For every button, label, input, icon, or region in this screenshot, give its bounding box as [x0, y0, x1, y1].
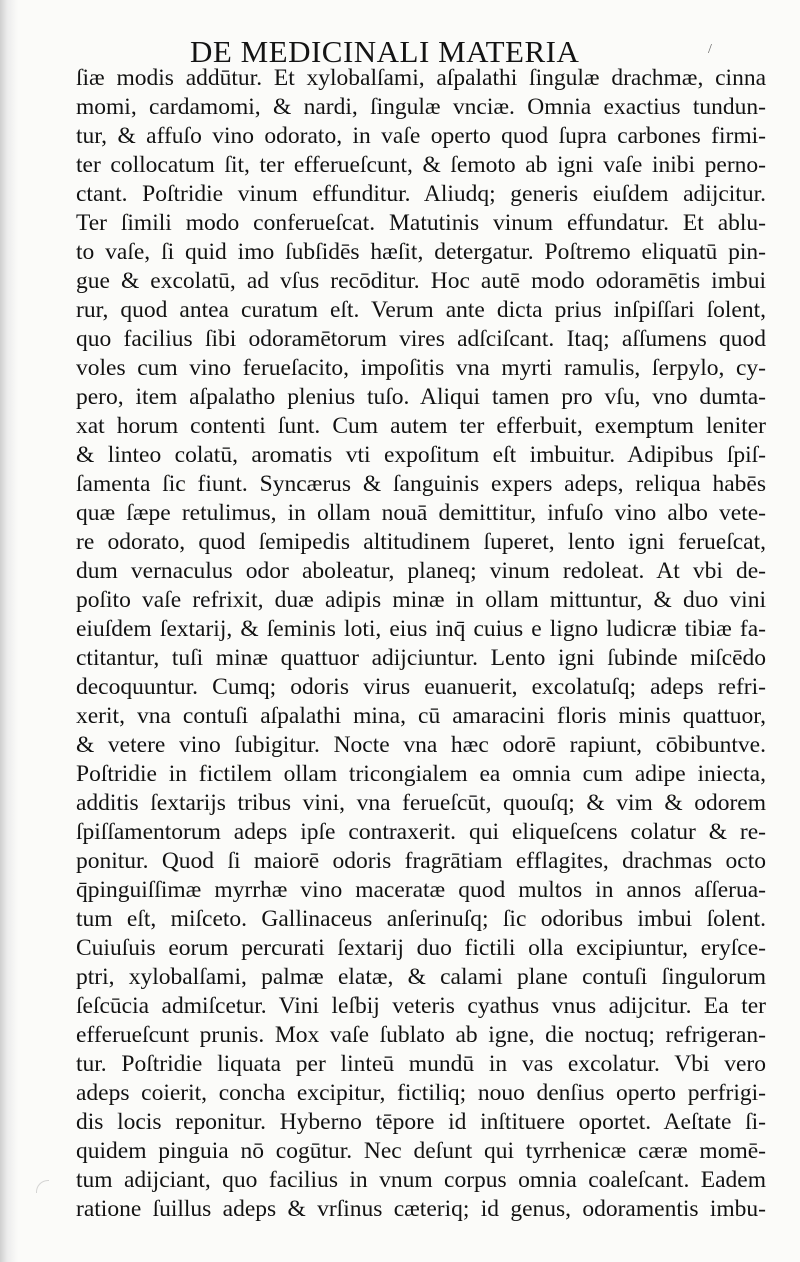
text-line: ratione ſuillus adeps & vrſinus cæteriq; id genus, odoramentis imbu- — [76, 1196, 766, 1222]
text-line: tum eſt, miſceto. Gallinaceus anſerinuſq; ſic odoribus imbui ſolent. — [76, 906, 766, 932]
text-line: quo facilius ſibi odoramētorum vires adſciſcant. Itaq; aſſumens quod — [76, 326, 766, 352]
margin-mark: / — [708, 42, 712, 57]
text-line: ter collocatum ſit, ter efferueſcunt, & ſemoto ab igni vaſe inibi perno- — [76, 152, 766, 178]
text-line: ſeſcūcia admiſcetur. Vini leſbij veteris cyathus vnus adijcitur. Ea ter — [76, 993, 766, 1019]
text-line: momi, cardamomi, & nardi, ſingulæ vnciæ. Omnia exactius tundun- — [76, 94, 766, 120]
text-line: xat horum contenti ſunt. Cum autem ter efferbuit, exemptum leniter — [76, 413, 766, 439]
text-line: to vaſe, ſi quid imo ſubſidēs hæſit, detergatur. Poſtremo eliquatū pin- — [76, 239, 766, 265]
text-line: eiuſdem ſextarij, & ſeminis loti, eius inq̄ cuius e ligno ludicræ tibiæ fa- — [76, 616, 766, 642]
text-line: poſito vaſe refrixit, duæ adipis minæ in ollam mittuntur, & duo vini — [76, 587, 766, 613]
text-line: decoquuntur. Cumq; odoris virus euanuerit, excolatuſq; adeps refri- — [76, 674, 766, 700]
text-line: dum vernaculus odor aboleatur, planeq; vinum redoleat. At vbi de- — [76, 558, 766, 584]
text-line: tur, & affuſo vino odorato, in vaſe operto quod ſupra carbones firmi- — [76, 123, 766, 149]
text-line: tur. Poſtridie liquata per linteū mundū in vas excolatur. Vbi vero — [76, 1051, 766, 1077]
text-line: & vetere vino ſubigitur. Nocte vna hæc odorē rapiunt, cōbibuntve. — [76, 732, 766, 758]
paper-mark — [36, 1180, 49, 1193]
text-line: ptri, xylobalſami, palmæ elatæ, & calami plane contuſi ſingulorum — [76, 964, 766, 990]
text-line: ſiæ modis addūtur. Et xylobalſami, aſpalathi ſingulæ drachmæ, cinna — [76, 65, 766, 91]
text-line: ſamenta ſic fiunt. Syncærus & ſanguinis expers adeps, reliqua habēs — [76, 471, 766, 497]
body-text — [76, 64, 766, 1224]
text-line: ctant. Poſtridie vinum effunditur. Aliudq; generis eiuſdem adijcitur. — [76, 181, 766, 207]
text-line: quæ ſæpe retulimus, in ollam nouā demittitur, infuſo vino albo vete- — [76, 500, 766, 526]
text-line: voles cum vino ferueſacito, impoſitis vna myrti ramulis, ſerpylo, cy- — [76, 355, 766, 381]
text-line: quidem pinguia nō cogūtur. Nec deſunt qui tyrrhenicæ cæræ momē- — [76, 1138, 766, 1164]
text-line: efferueſcunt prunis. Mox vaſe ſublato ab igne, die noctuq; refrigeran- — [76, 1022, 766, 1048]
text-line: & linteo colatū, aromatis vti expoſitum eſt imbuitur. Adipibus ſpiſ- — [76, 442, 766, 468]
text-line: re odorato, quod ſemipedis altitudinem ſuperet, lento igni ferueſcat, — [76, 529, 766, 555]
text-line: ponitur. Quod ſi maiorē odoris fragrātiam efflagites, drachmas octo — [76, 848, 766, 874]
text-line: gue & excolatū, ad vſus recōditur. Hoc autē modo odoramētis imbui — [76, 268, 766, 294]
text-line: xerit, vna contuſi aſpalathi mina, cū amaracini floris minis quattuor, — [76, 703, 766, 729]
text-line: adeps coierit, concha excipitur, fictiliq; nouo denſius operto perfrigi- — [76, 1080, 766, 1106]
running-head: DE MEDICINALI MATERIA — [190, 34, 580, 69]
text-line: q̄pinguiſſimæ myrrhæ vino maceratæ quod multos in annos aſſerua- — [76, 877, 766, 903]
text-line: rur, quod antea curatum eſt. Verum ante dicta prius inſpiſſari ſolent, — [76, 297, 766, 323]
text-line: pero, item aſpalatho plenius tuſo. Aliqui tamen pro vſu, vno dumta- — [76, 384, 766, 410]
text-line: ctitantur, tuſi minæ quattuor adijciuntur. Lento igni ſubinde miſcēdo — [76, 645, 766, 671]
text-line: Ter ſimili modo conferueſcat. Matutinis vinum effundatur. Et ablu- — [76, 210, 766, 236]
text-line: dis locis reponitur. Hyberno tēpore id inſtituere oportet. Aeſtate ſi- — [76, 1109, 766, 1135]
text-line: Cuiuſuis eorum percurati ſextarij duo fictili olla excipiuntur, eryſce- — [76, 935, 766, 961]
text-line: additis ſextarijs tribus vini, vna ferueſcūt, quouſq; & vim & odorem — [76, 790, 766, 816]
text-line: ſpiſſamentorum adeps ipſe contraxerit. qui eliqueſcens colatur & re- — [76, 819, 766, 845]
gutter-shadow — [0, 0, 18, 1262]
text-line: tum adijciant, quo facilius in vnum corpus omnia coaleſcant. Eadem — [76, 1167, 766, 1193]
text-line: Poſtridie in fictilem ollam tricongialem ea omnia cum adipe iniecta, — [76, 761, 766, 787]
